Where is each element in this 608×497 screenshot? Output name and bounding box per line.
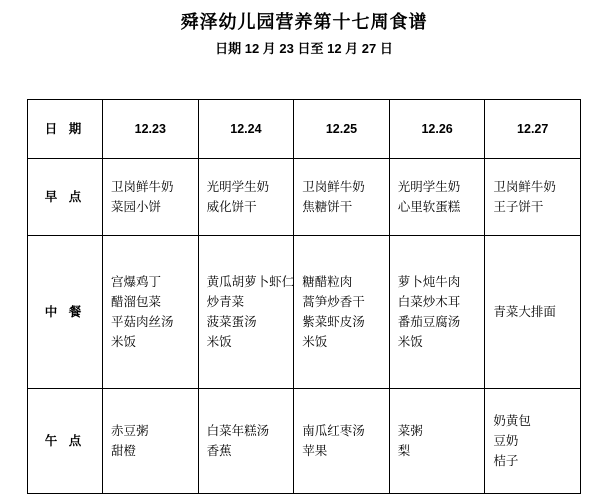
cell-lines — [111, 177, 190, 217]
weekly-menu-table — [27, 99, 581, 494]
menu-item: 豆奶 — [493, 434, 519, 448]
menu-item: 米饭 — [111, 335, 137, 349]
cell-lines — [206, 272, 295, 352]
menu-item: 菜园小饼 — [111, 200, 162, 214]
cell-lines — [302, 421, 381, 461]
breakfast-day-4 — [389, 159, 485, 236]
menu-item: 王子饼干 — [493, 200, 544, 214]
menu-item: 卫岗鲜牛奶 — [302, 180, 365, 194]
menu-item: 奶黄包 — [493, 414, 531, 428]
menu-item: 糖醋粒肉 — [302, 275, 353, 289]
table-row — [28, 389, 581, 494]
menu-item: 番茄豆腐汤 — [397, 315, 461, 329]
menu-item: 菜粥 — [397, 424, 423, 438]
cell-lines — [493, 302, 572, 322]
page-subtitle: 日期 12 月 23 日至 12 月 27 日 — [215, 41, 393, 56]
menu-item: 香蕉 — [206, 444, 232, 458]
menu-item: 卫岗鲜牛奶 — [493, 180, 556, 194]
date-header-2: 12.24 — [198, 100, 294, 159]
breakfast-day-2 — [198, 159, 294, 236]
table-row — [28, 159, 581, 236]
cell-lines — [398, 421, 477, 461]
cell-lines — [111, 421, 190, 461]
cell-lines — [302, 272, 381, 352]
breakfast-day-5 — [485, 159, 581, 236]
menu-item: 青菜大排面 — [493, 305, 556, 319]
menu-item: 醋溜包菜 — [111, 295, 162, 309]
menu-item: 心里软蛋糕 — [397, 200, 461, 214]
snack-day-5 — [485, 389, 581, 494]
lunch-day-5 — [485, 236, 581, 389]
menu-item: 光明学生奶 — [206, 180, 270, 194]
menu-item: 白菜年糕汤 — [206, 424, 270, 438]
menu-item: 赤豆粥 — [111, 424, 149, 438]
menu-table-wrapper — [27, 99, 581, 494]
menu-item: 威化饼干 — [206, 200, 257, 214]
breakfast-day-1 — [103, 159, 199, 236]
date-header-4: 12.26 — [389, 100, 485, 159]
menu-item: 黄瓜胡萝卜虾仁 — [206, 275, 295, 289]
table-row — [28, 236, 581, 389]
menu-item: 米饭 — [206, 335, 232, 349]
cell-lines — [111, 272, 190, 352]
cell-lines — [302, 177, 381, 217]
menu-item: 菠菜蛋汤 — [206, 315, 257, 329]
lunch-day-2 — [198, 236, 294, 389]
table-corner-header: 日 期 — [28, 100, 103, 159]
menu-item: 萝卜炖牛肉 — [397, 275, 461, 289]
page-title: 舜泽幼儿园营养第十七周食谱 — [180, 12, 428, 32]
menu-item: 焦糖饼干 — [302, 200, 353, 214]
snack-day-4 — [389, 389, 485, 494]
snack-day-1 — [103, 389, 199, 494]
date-header-3: 12.25 — [294, 100, 390, 159]
date-header-5: 12.27 — [485, 100, 581, 159]
snack-day-3 — [294, 389, 390, 494]
menu-item: 南瓜红枣汤 — [302, 424, 365, 438]
meal-label-afternoon-snack: 午 点 — [28, 389, 103, 494]
menu-item: 卫岗鲜牛奶 — [111, 180, 174, 194]
menu-item: 梨 — [397, 444, 411, 458]
cell-lines — [493, 411, 572, 471]
menu-item: 宫爆鸡丁 — [111, 275, 162, 289]
menu-item: 紫菜虾皮汤 — [302, 315, 365, 329]
meal-label-breakfast: 早 点 — [28, 159, 103, 236]
cell-lines — [207, 421, 286, 461]
menu-item: 甜橙 — [111, 444, 137, 458]
menu-item: 炒青菜 — [206, 295, 245, 309]
menu-item: 蒿笋炒香干 — [302, 295, 365, 309]
menu-item: 苹果 — [302, 444, 328, 458]
meal-label-lunch: 中 餐 — [28, 236, 103, 389]
menu-item: 米饭 — [302, 335, 328, 349]
cell-lines — [398, 177, 477, 217]
breakfast-day-3 — [294, 159, 390, 236]
menu-item: 平菇肉丝汤 — [111, 315, 174, 329]
lunch-day-3 — [294, 236, 390, 389]
menu-item: 白菜炒木耳 — [397, 295, 461, 309]
cell-lines — [493, 177, 572, 217]
cell-lines — [398, 272, 477, 352]
table-header-row — [28, 100, 581, 159]
lunch-day-1 — [103, 236, 199, 389]
menu-item: 桔子 — [493, 454, 519, 468]
menu-item: 光明学生奶 — [397, 180, 461, 194]
snack-day-2 — [198, 389, 294, 494]
lunch-day-4 — [389, 236, 485, 389]
date-header-1: 12.23 — [103, 100, 199, 159]
cell-lines — [207, 177, 286, 217]
menu-document — [0, 10, 608, 497]
menu-item: 米饭 — [397, 335, 423, 349]
